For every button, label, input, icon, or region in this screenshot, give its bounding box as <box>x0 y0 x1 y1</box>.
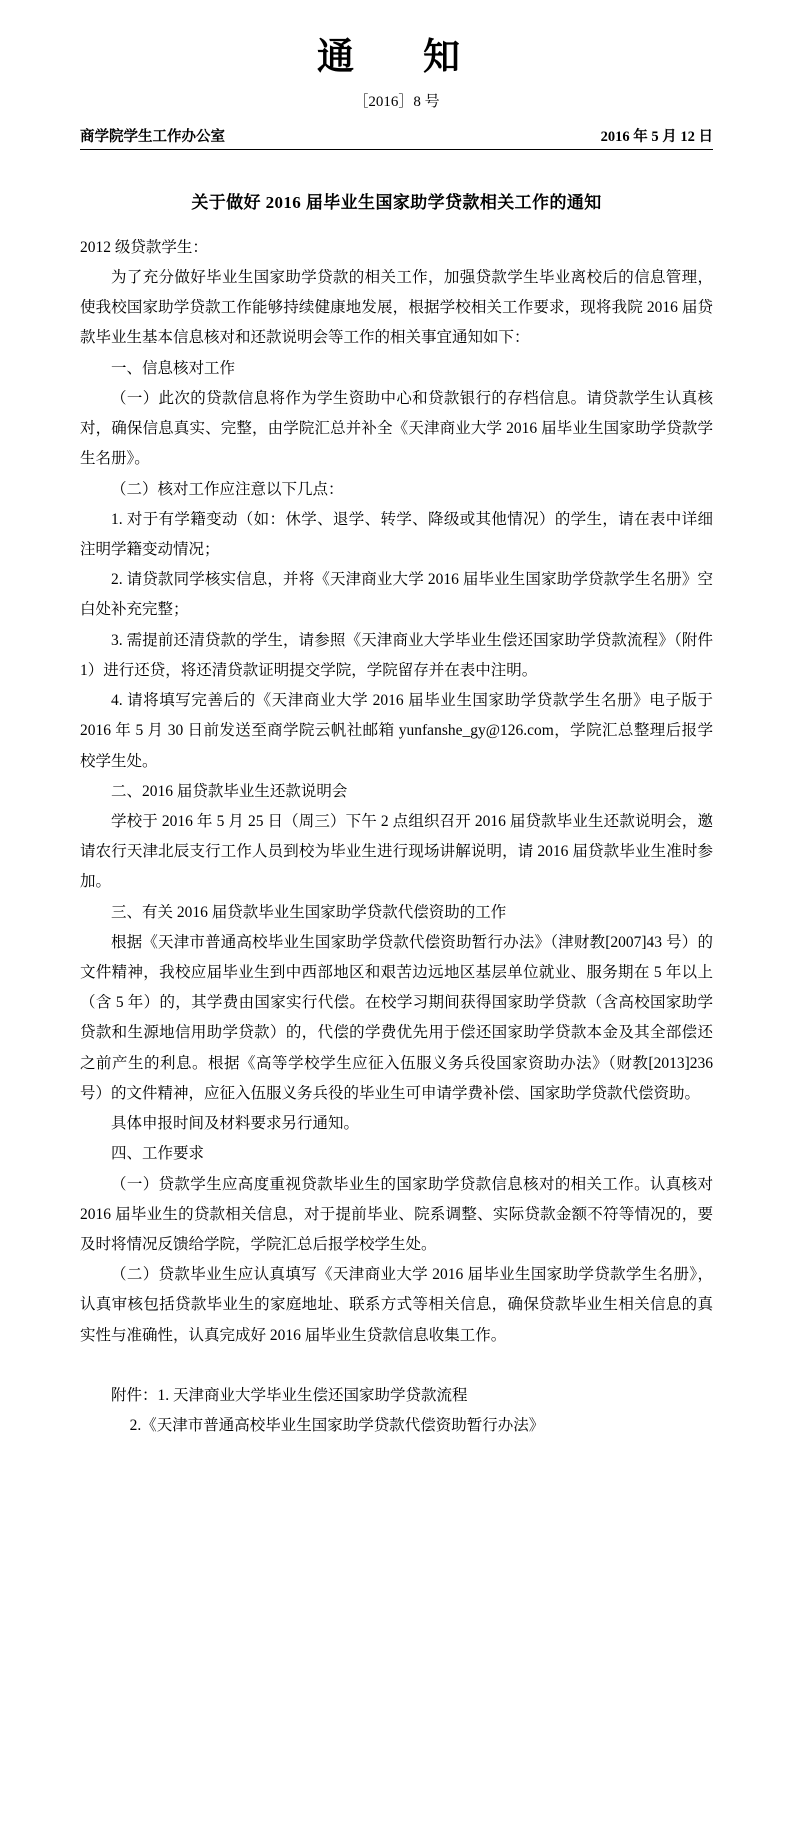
body-paragraph: （一）此次的贷款信息将作为学生资助中心和贷款银行的存档信息。请贷款学生认真核对，确保信息真实、完整，由学院汇总并补全《天津商业大学 2016 届毕业生国家助学贷款学生名册》。 <box>80 389 713 468</box>
body-paragraph: 学校于 2016 年 5 月 25 日（周三）下午 2 点组织召开 2016 届贷款毕业生还款说明会，邀请农行天津北辰支行工作人员到校为毕业生进行现场讲解说明，请 2016 届贷款毕业生准时参加。 <box>80 812 713 891</box>
body-paragraph: （二）核对工作应注意以下几点： <box>111 480 344 498</box>
body-paragraph: 为了充分做好毕业生国家助学贷款的相关工作，加强贷款学生毕业离校后的信息管理，使我校国家助学贷款工作能够持续健康地发展，根据学校相关工作要求，现将我院 2016 届贷款毕业生基本信息核对和还款说明会等工作的相关事宜通知如下： <box>80 269 713 347</box>
document-number: ［2016］8 号 <box>353 94 440 110</box>
attachment-item: 附件：1. 天津商业大学毕业生偿还国家助学贷款流程 <box>111 1386 468 1404</box>
document-date: 2016 年 5 月 12 日 <box>600 129 713 145</box>
body-paragraph: 四、工作要求 <box>111 1145 205 1163</box>
attachments <box>80 1381 713 1441</box>
document-meta <box>80 125 713 150</box>
body-paragraph: （二）贷款毕业生应认真填写《天津商业大学 2016 届毕业生国家助学贷款学生名册》，认真审核包括贷款毕业生的家庭地址、联系方式等相关信息，确保贷款毕业生相关信息的真实性与准确性，认真完成好 2016 届毕业生贷款信息收集工作。 <box>80 1266 713 1344</box>
attachment-item: 2.《天津市普通高校毕业生国家助学贷款代偿资助暂行办法》 <box>129 1417 545 1435</box>
body-paragraph: 二、2016 届贷款毕业生还款说明会 <box>111 782 348 800</box>
document-issuer: 商学院学生工作办公室 <box>80 129 225 145</box>
body-paragraph: 2. 请贷款同学核实信息，并将《天津商业大学 2016 届毕业生国家助学贷款学生名册》空白处补充完整； <box>80 571 713 619</box>
body-paragraph: 3. 需提前还清贷款的学生，请参照《天津商业大学毕业生偿还国家助学贷款流程》（附件 1）进行还贷，将还清贷款证明提交学院，学院留存并在表中注明。 <box>80 631 713 679</box>
body-paragraph: （一）贷款学生应高度重视贷款毕业生的国家助学贷款信息核对的相关工作。认真核对 2016 届毕业生的贷款相关信息，对于提前毕业、院系调整、实际贷款金额不符等情况的，要及时将情况反馈给学院，学院汇总后报学校学生处。 <box>80 1175 713 1253</box>
body-paragraph: 具体申报时间及材料要求另行通知。 <box>111 1115 360 1133</box>
page-title: 通 知 <box>317 37 476 78</box>
document-subject: 关于做好 2016 届毕业生国家助学贷款相关工作的通知 <box>191 193 602 212</box>
body-paragraph: 根据《天津市普通高校毕业生国家助学贷款代偿资助暂行办法》（津财教[2007]43 号）的文件精神，我校应届毕业生到中西部地区和艰苦边远地区基层单位就业、服务期在 5 年以上（含 5 年）的，其学费由国家实行代偿。在校学习期间获得国家助学贷款（含高校国家助学贷款和生源地信用助学贷款）的，代偿的学费优先用于偿还国家助学贷款本金及其全部偿还之前产生的利息。根据《高等学校学生应征入伍服义务兵役国家资助办法》（财教[2013]236 号）的文件精神，应征入伍服义务兵役的毕业生可申请学费补偿、国家助学贷款代偿资助。 <box>80 933 713 1102</box>
body-paragraph: 4. 请将填写完善后的《天津商业大学 2016 届毕业生国家助学贷款学生名册》电子版于 2016 年 5 月 30 日前发送至商学院云帆社邮箱 yunfanshe_gy@126.com，学院汇总整理后报学校学生处。 <box>80 692 713 770</box>
body-paragraph: 三、有关 2016 届贷款毕业生国家助学贷款代偿资助的工作 <box>111 903 507 921</box>
salutation: 2012 级贷款学生： <box>80 239 208 256</box>
body-paragraph: 1. 对于有学籍变动（如：休学、退学、转学、降级或其他情况）的学生，请在表中详细注明学籍变动情况； <box>80 510 713 558</box>
body-paragraph: 一、信息核对工作 <box>111 359 236 377</box>
